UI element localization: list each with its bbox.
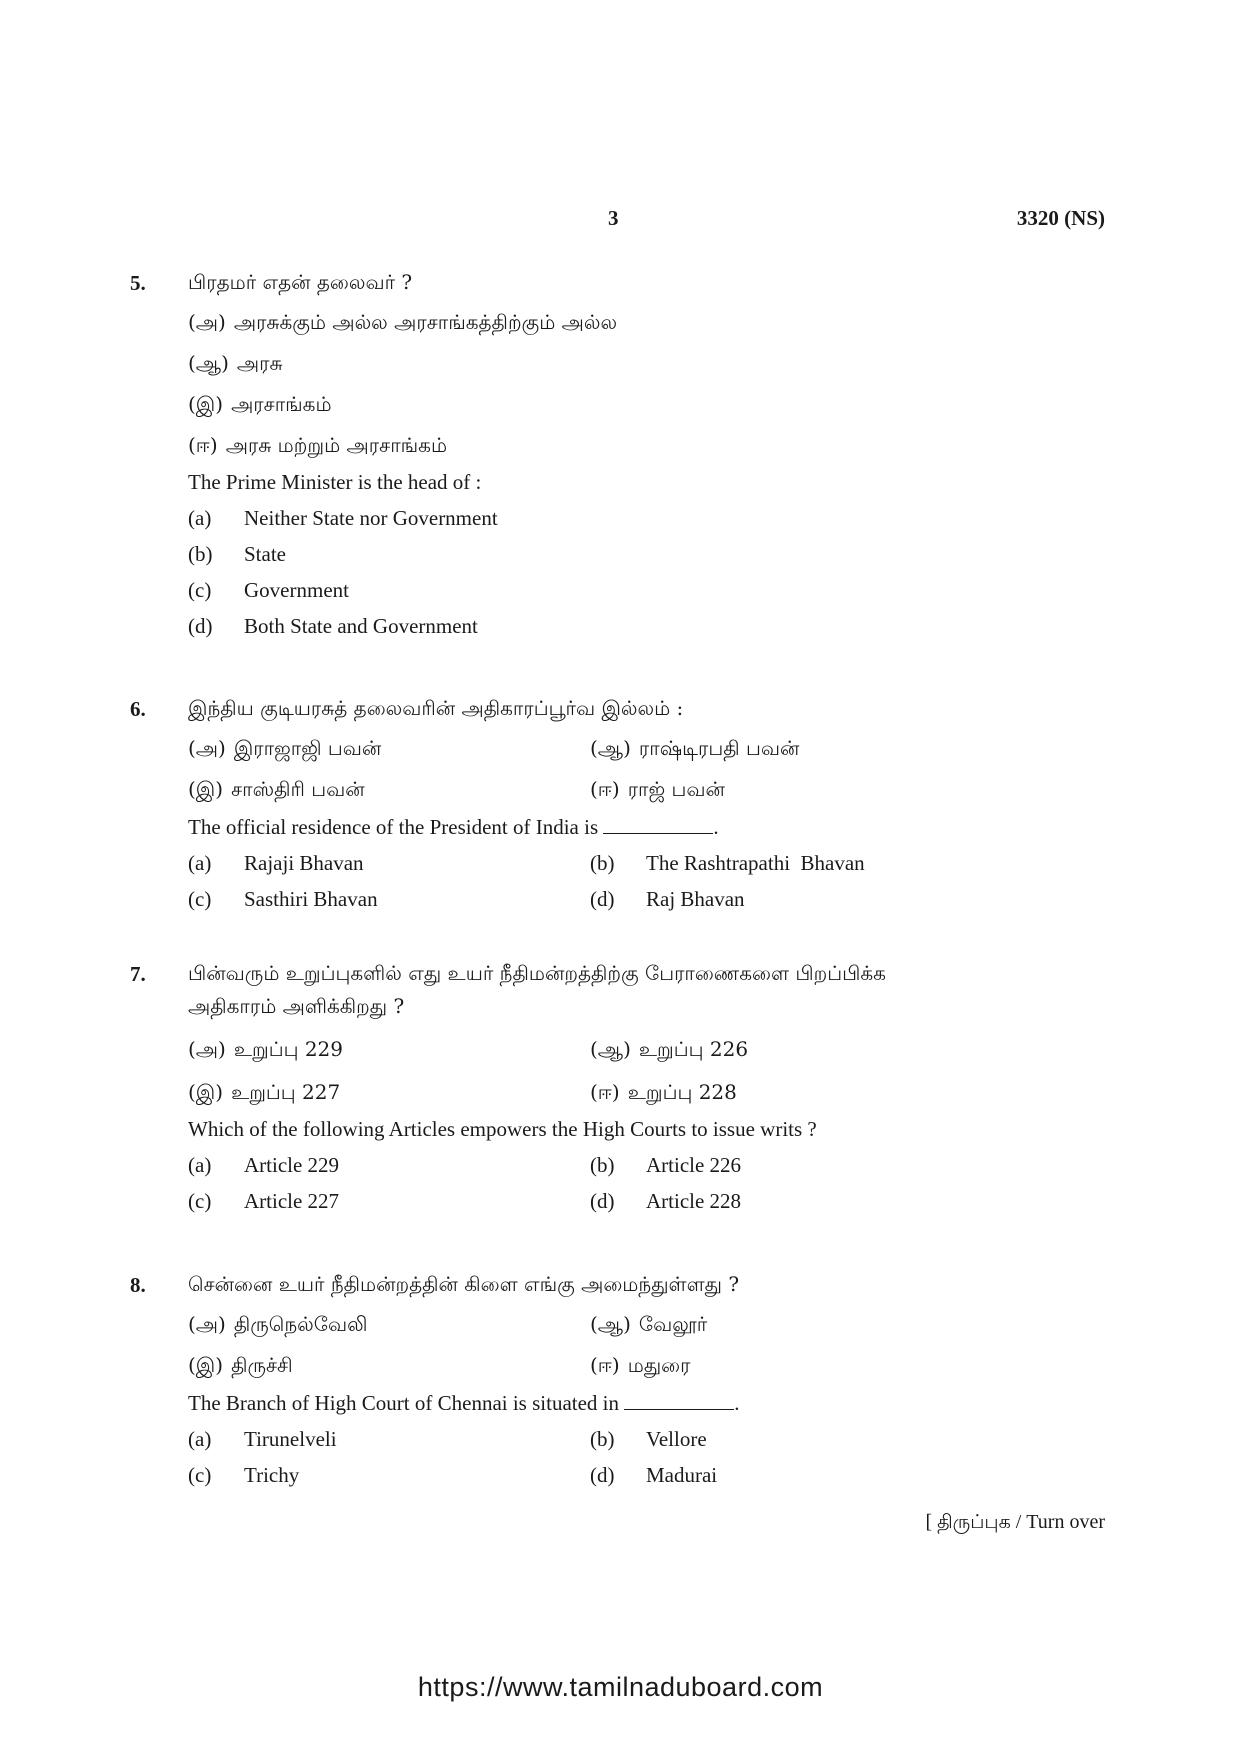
- tamil-option: (அ) அரசுக்கும் அல்ல அரசாங்கத்திற்கும் அல்ல: [188, 310, 618, 334]
- question-number: 5.: [130, 271, 146, 295]
- footer-url: https://www.tamilnaduboard.com: [417, 1672, 824, 1702]
- english-option: (c) Article 227: [188, 1189, 340, 1213]
- question-number: 7.: [130, 962, 146, 986]
- tamil-option: (ஈ) உறுப்பு 228: [590, 1080, 737, 1104]
- tamil-question: பிரதமர் எதன் தலைவர் ?: [188, 270, 413, 294]
- answer-blank: [603, 815, 713, 834]
- tamil-option: (அ) இராஜாஜி பவன்: [188, 736, 382, 760]
- tamil-question-line-2: அதிகாரம் அளிக்கிறது ?: [188, 994, 405, 1018]
- english-option: (a) Rajaji Bhavan: [188, 851, 364, 875]
- english-option: (d) Both State and Government: [188, 614, 478, 638]
- page-number: 3: [608, 206, 619, 230]
- english-option: (a) Tirunelveli: [188, 1427, 337, 1451]
- tamil-option: (அ) திருநெல்வேலி: [188, 1312, 368, 1336]
- english-option: (b) Vellore: [590, 1427, 707, 1451]
- tamil-question: இந்திய குடியரசுத் தலைவரின் அதிகாரப்பூர்வ இல்லம் :: [188, 696, 684, 720]
- english-question: The official residence of the President of India is .: [188, 815, 719, 839]
- english-option: (b) Article 226: [590, 1153, 742, 1177]
- english-option: (a) Neither State nor Government: [188, 506, 498, 530]
- english-option: (b) State: [188, 542, 286, 566]
- tamil-option: (இ) சாஸ்திரி பவன்: [188, 777, 365, 801]
- english-option: (d) Raj Bhavan: [590, 887, 745, 911]
- tamil-option: (ஈ) மதுரை: [590, 1353, 691, 1377]
- tamil-option: (இ) அரசாங்கம்: [188, 392, 332, 416]
- tamil-question-line-1: பின்வரும் உறுப்புகளில் எது உயர் நீதிமன்றத்திற்கு பேராணைகளை பிறப்பிக்க: [188, 961, 886, 985]
- tamil-option: (ஆ) அரசு: [188, 351, 283, 375]
- answer-blank: [624, 1391, 734, 1410]
- english-question: The Branch of High Court of Chennai is situated in .: [188, 1391, 740, 1415]
- english-option: (a) Article 229: [188, 1153, 340, 1177]
- english-option: (d) Article 228: [590, 1189, 742, 1213]
- tamil-option: (இ) திருச்சி: [188, 1353, 293, 1377]
- english-option: (d) Madurai: [590, 1463, 718, 1487]
- english-option: (c) Trichy: [188, 1463, 300, 1487]
- tamil-option: (ஆ) ராஷ்டிரபதி பவன்: [590, 736, 800, 760]
- english-question: Which of the following Articles empowers the High Courts to issue writs ?: [188, 1117, 817, 1141]
- english-option: (c) Sasthiri Bhavan: [188, 887, 378, 911]
- tamil-question: சென்னை உயர் நீதிமன்றத்தின் கிளை எங்கு அமைந்துள்ளது ?: [188, 1272, 740, 1296]
- tamil-option: (ஆ) வேலூர்: [590, 1312, 708, 1336]
- tamil-option: (ஈ) அரசு மற்றும் அரசாங்கம்: [188, 433, 448, 457]
- paper-code: 3320 (NS): [1016, 206, 1105, 230]
- turn-over-note: [ திருப்புக / Turn over: [925, 1511, 1105, 1533]
- question-number: 6.: [130, 697, 146, 721]
- question-number: 8.: [130, 1273, 146, 1297]
- tamil-option: (அ) உறுப்பு 229: [188, 1037, 344, 1061]
- tamil-option: (இ) உறுப்பு 227: [188, 1080, 341, 1104]
- english-option: (c) Government: [188, 578, 349, 602]
- english-option: (b) The Rashtrapathi Bhavan: [590, 851, 865, 875]
- tamil-option: (ஈ) ராஜ் பவன்: [590, 777, 725, 801]
- tamil-option: (ஆ) உறுப்பு 226: [590, 1037, 749, 1061]
- english-question: The Prime Minister is the head of :: [188, 470, 482, 494]
